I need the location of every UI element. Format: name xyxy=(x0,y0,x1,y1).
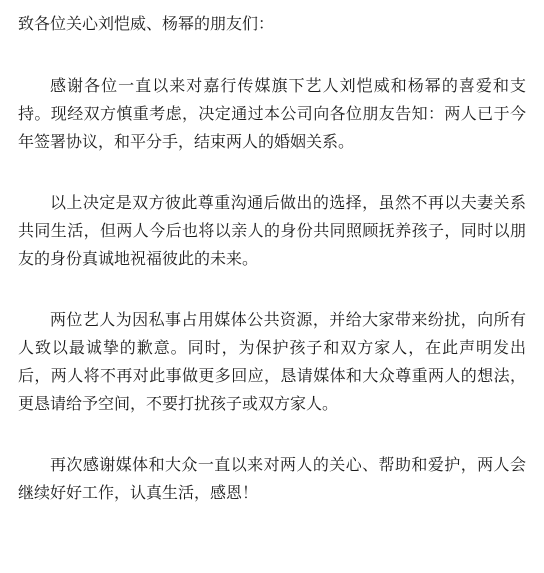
greeting-line: 致各位关心刘恺威、杨幂的朋友们： xyxy=(18,14,275,33)
paragraph-thanks-announcement: 感谢各位一直以来对嘉行传媒旗下艺人刘恺威和杨幂的喜爱和支持。现经双方慎重考虑，决定通过本公司向各位朋友告知：两人已于今年签署协议，和平分手，结束两人的婚姻关系。 xyxy=(18,76,526,151)
paragraph-closing-thanks: 再次感谢媒体和大众一直以来对两人的关心、帮助和爱护，两人会继续好好工作，认真生活，感恩！ xyxy=(18,455,526,502)
paragraph-apology-request: 两位艺人为因私事占用媒体公共资源，并给大家带来纷扰，向所有人致以最诚挚的歉意。同时，为保护孩子和双方家人，在此声明发出后，两人将不再对此事做更多回应，恳请媒体和大众尊重两人的想法，更恳请给予空间，不要打扰孩子或双方家人。 xyxy=(18,310,526,413)
paragraph-mutual-decision: 以上决定是双方彼此尊重沟通后做出的选择，虽然不再以夫妻关系共同生活，但两人今后也将以亲人的身份共同照顾抚养孩子，同时以朋友的身份真诚地祝福彼此的未来。 xyxy=(18,193,526,268)
